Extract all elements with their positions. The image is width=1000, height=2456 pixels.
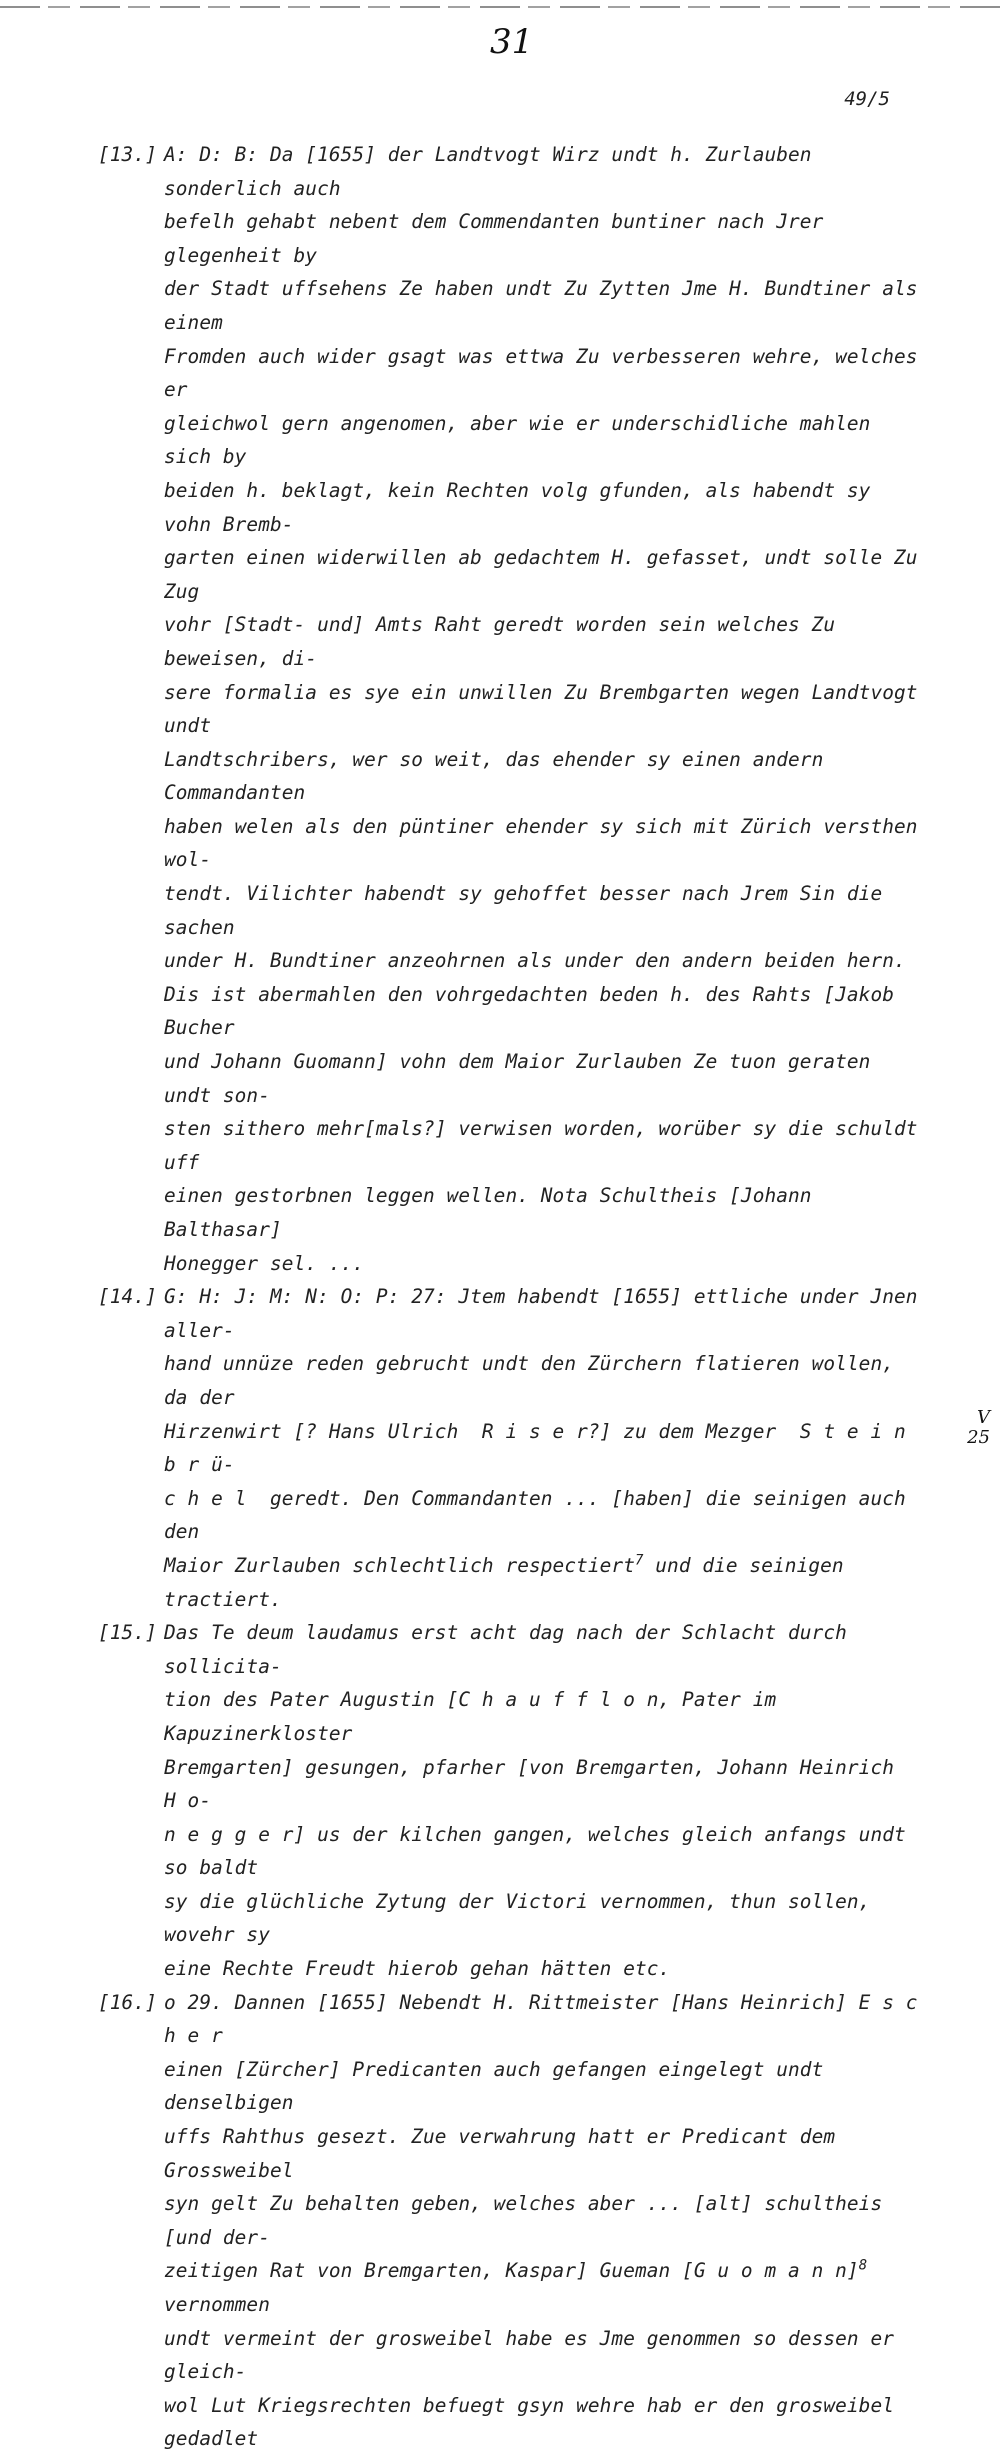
- paragraph-number: [16.]: [98, 1990, 157, 2014]
- corner-mark-line: 25: [967, 1427, 990, 1448]
- text-line: einen gestorbnen leggen wellen. Nota Schultheis [Johann Balthasar]: [164, 1184, 824, 1241]
- text-line: haben welen als den püntiner ehender sy sich mit Zürich versthen wol-: [164, 814, 930, 872]
- text-line: wol Lut Kriegsrechten befuegt gsyn wehre hab er den grosweibel gedadlet: [164, 2393, 906, 2451]
- text-line: einen [Zürcher] Predicanten auch gefangen eingelegt undt denselbigen: [164, 2057, 836, 2115]
- text-segment: vernommen: [164, 2259, 879, 2316]
- text-line: garten einen widerwillen ab gedachtem H. gefasset, undt solle Zu Zug: [164, 546, 930, 603]
- corner-mark-line: V: [977, 1407, 990, 1428]
- text-line: n e g g e r] us der kilchen gangen, welches gleich anfangs undt so baldt: [164, 1822, 918, 1880]
- paragraph-number: [14.]: [98, 1285, 157, 1309]
- text-line: G: H: J: M: N: O: P: 27: Jtem habendt [1655] ettliche under Jnen aller-: [164, 1285, 930, 1342]
- text-line: o 29. Dannen [1655] Nebendt H. Rittmeister [Hans Heinrich] E s c h e r: [164, 1990, 930, 2048]
- text-line: vohr [Stadt- und] Amts Raht geredt worden sein welches Zu beweisen, di-: [164, 613, 847, 670]
- text-line: [164, 1549, 928, 1616]
- text-line: undt vermeint der grosweibel habe es Jme genommen so dessen er gleich-: [164, 2326, 906, 2384]
- text-line: sere formalia es sye ein unwillen Zu Brembgarten wegen Landtvogt undt: [164, 680, 930, 738]
- text-line: tendt. Vilichter habendt sy gehoffet besser nach Jrem Sin die sachen: [164, 882, 895, 939]
- text-line: Das Te deum laudamus erst acht dag nach der Schlacht durch sollicita-: [164, 1621, 859, 1678]
- text-line: syn gelt Zu behalten geben, welches aber ... [alt] schultheis [und der-: [164, 2192, 895, 2249]
- footnote-marker: 7: [634, 1552, 644, 1569]
- text-line: Honegger sel. ...: [164, 1251, 365, 1275]
- text-line: sy die glüchliche Zytung der Victori vernommen, thun sollen, wovehr sy: [164, 1889, 883, 1947]
- text-line: und Johann Guomann] vohn dem Maior Zurlauben Ze tuon geraten undt son-: [164, 1050, 883, 1107]
- text-line: Hirzenwirt [? Hans Ulrich R i s e r?] zu dem Mezger S t e i n b r ü-: [164, 1419, 918, 1477]
- text-line: der Stadt uffsehens Ze haben undt Zu Zytten Jme H. Bundtiner als einem: [164, 277, 930, 334]
- text-line: sten sithero mehr[mals?] verwisen worden, worüber sy die schuldt uff: [164, 1117, 930, 1174]
- text-line: eine Rechte Freudt hierob gehan hätten etc.: [164, 1957, 671, 1981]
- text-line: gleichwol gern angenomen, aber wie er underschidliche mahlen sich by: [164, 411, 883, 469]
- text-line: hand unnüze reden gebrucht undt den Zürchern flatieren wollen, da der: [164, 1352, 906, 1409]
- text-line: befelh gehabt nebent dem Commendanten buntiner nach Jrer glegenheit by: [164, 210, 836, 267]
- top-scan-line: [0, 6, 1000, 8]
- paragraph-15: [98, 1616, 928, 1986]
- text-line: Landtschribers, wer so weit, das ehender sy einen andern Commandanten: [164, 747, 836, 805]
- handwritten-page-number: 31: [490, 22, 534, 62]
- document-body: [98, 138, 928, 2456]
- text-line: uffs Rahthus gesezt. Zue verwahrung hatt er Predicant dem Grossweibel: [164, 2125, 847, 2182]
- paragraph-16: [98, 1986, 928, 2456]
- paragraph-13: [98, 138, 928, 1280]
- corner-handwritten-mark: [967, 1408, 990, 1448]
- text-line: beiden h. beklagt, kein Rechten volg gfunden, als habendt sy vohn Bremb-: [164, 478, 883, 536]
- paragraph-number: [15.]: [98, 1621, 157, 1645]
- text-line: Fromden auch wider gsagt was ettwa Zu verbesseren wehre, welches er: [164, 344, 930, 402]
- text-line: [164, 2254, 928, 2321]
- text-line: Bremgarten] gesungen, pfarher [von Bremgarten, Johann Heinrich H o-: [164, 1755, 918, 1813]
- text-line: Dis ist abermahlen den vohrgedachten beden h. des Rahts [Jakob Bucher: [164, 982, 906, 1040]
- text-line: under H. Bundtiner anzeohrnen als under den andern beiden hern.: [164, 949, 906, 973]
- paragraph-number: [13.]: [98, 143, 157, 166]
- typed-page-reference: 49/5: [844, 88, 890, 110]
- text-line: A: D: B: Da [1655] der Landtvogt Wirz undt h. Zurlauben sonderlich auch: [164, 143, 824, 200]
- text-line: tion des Pater Augustin [C h a u f f l o n, Pater im Kapuzinerkloster: [164, 1688, 789, 1745]
- paragraph-14: [98, 1280, 928, 1616]
- footnote-marker: 8: [858, 2257, 868, 2274]
- text-segment: Maior Zurlauben schlechtlich respectiert: [164, 1553, 635, 1577]
- text-segment: und die seinigen tractiert.: [164, 1553, 856, 1611]
- text-segment: zeitigen Rat von Bremgarten, Kaspar] Gueman [G u o m a n n]: [164, 2259, 859, 2283]
- text-line: c h e l geredt. Den Commandanten ... [haben] die seinigen auch den: [164, 1486, 918, 1544]
